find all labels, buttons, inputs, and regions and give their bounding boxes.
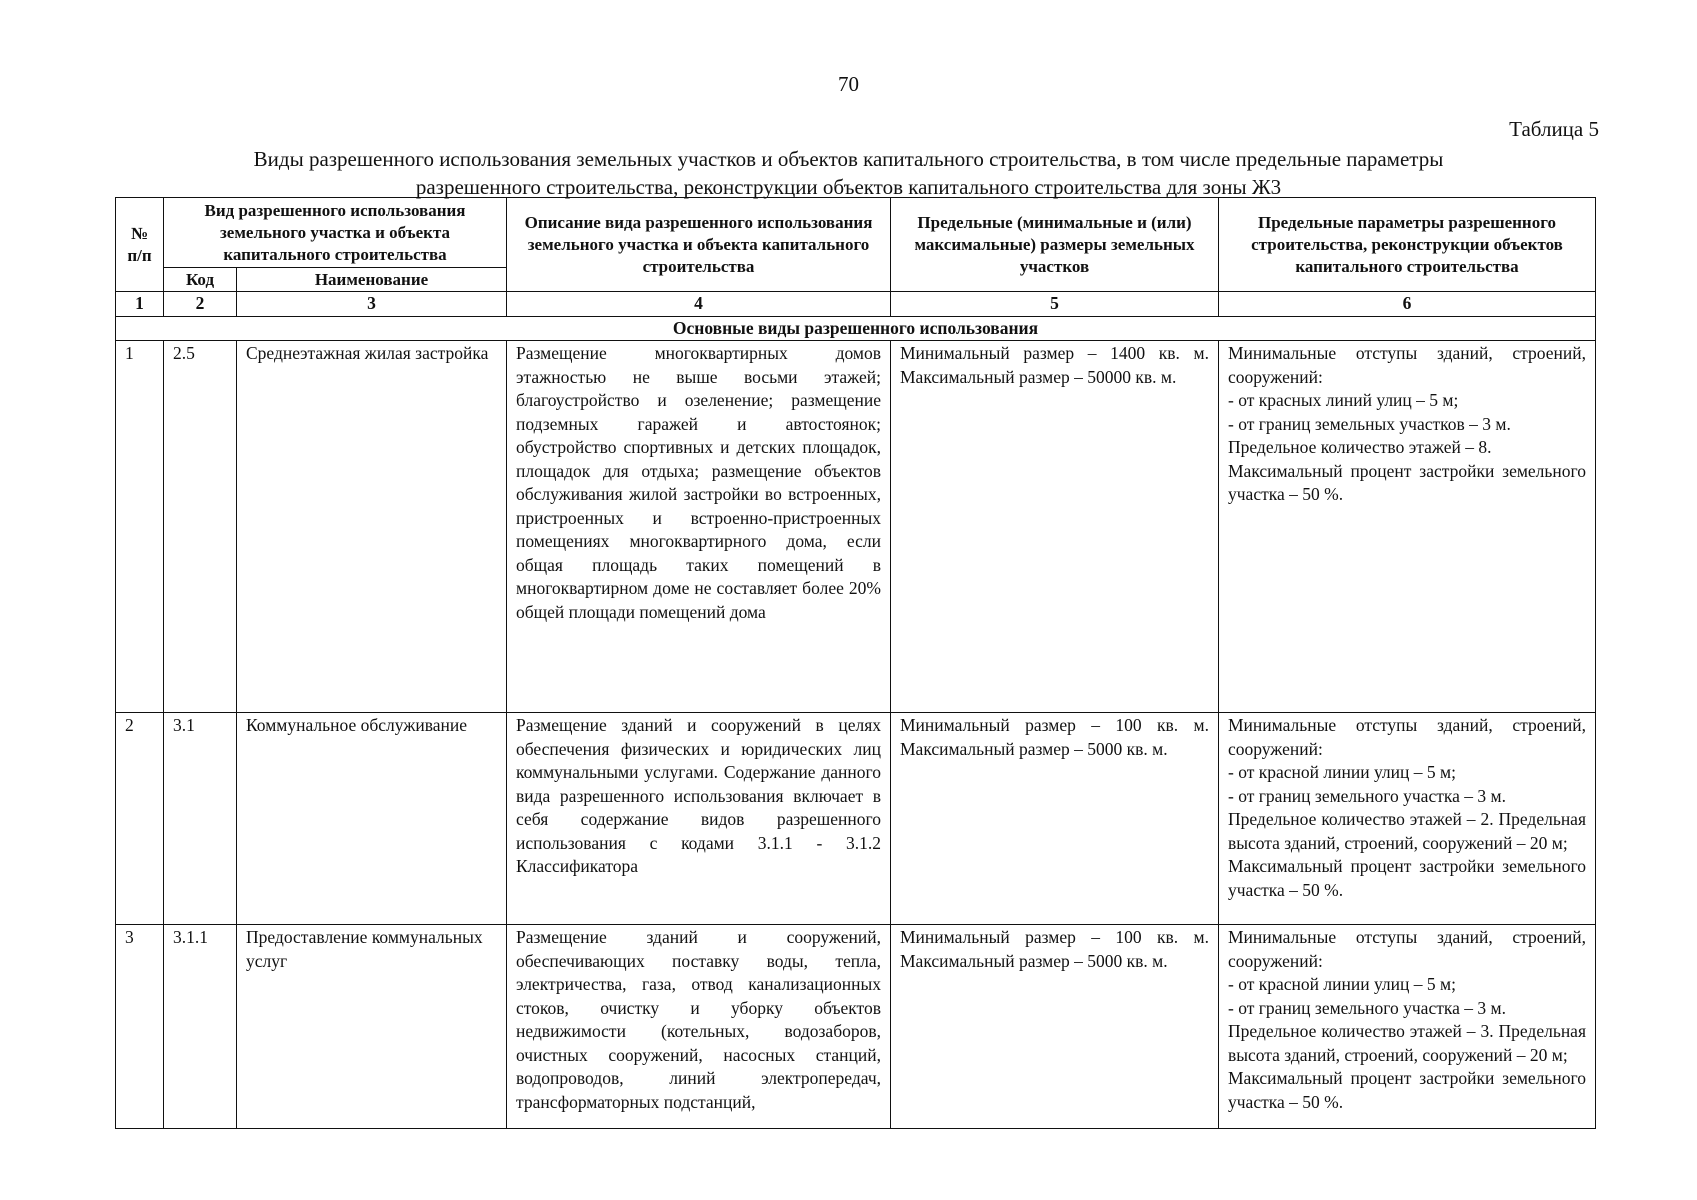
row-number: 2 xyxy=(116,713,164,925)
row-code: 2.5 xyxy=(164,341,237,713)
param-line: - от красной линии улиц – 5 м; xyxy=(1228,974,1456,994)
table-title-line-1: Виды разрешенного использования земельных участков и объектов капитального строительства, в том числе предельные параметры xyxy=(253,147,1444,171)
row-name: Предоставление коммунальных услуг xyxy=(237,925,507,1129)
header-col-no: № п/п xyxy=(116,198,164,292)
row-code: 3.1 xyxy=(164,713,237,925)
column-number: 2 xyxy=(164,292,237,317)
param-line: Минимальные отступы зданий, строений, сооружений: xyxy=(1228,715,1586,759)
header-col-group: Вид разрешенного использования земельного участка и объекта капитального строительства xyxy=(164,198,507,268)
table-label: Таблица 5 xyxy=(1509,117,1599,141)
row-number: 1 xyxy=(116,341,164,713)
param-line: Предельное количество этажей – 8. xyxy=(1228,437,1492,457)
param-line: Максимальный процент застройки земельного участка – 50 %. xyxy=(1228,1068,1586,1112)
row-size: Минимальный размер – 100 кв. м. Максимальный размер – 5000 кв. м. xyxy=(891,925,1219,1129)
column-number: 1 xyxy=(116,292,164,317)
row-code: 3.1.1 xyxy=(164,925,237,1129)
param-line: - от красной линии улиц – 5 м; xyxy=(1228,762,1456,782)
land-use-table xyxy=(115,197,1596,1129)
param-line: - от красных линий улиц – 5 м; xyxy=(1228,390,1459,410)
row-params xyxy=(1219,925,1596,1129)
page-number: 70 xyxy=(838,72,859,96)
column-number: 3 xyxy=(237,292,507,317)
param-line: Минимальные отступы зданий, строений, сооружений: xyxy=(1228,927,1586,971)
row-name: Коммунальное обслуживание xyxy=(237,713,507,925)
header-col-name: Наименование xyxy=(237,268,507,292)
param-line: Предельное количество этажей – 3. Предельная высота зданий, строений, сооружений – 20 м; xyxy=(1228,1021,1586,1065)
param-line: Предельное количество этажей – 2. Предельная высота зданий, строений, сооружений – 20 м; xyxy=(1228,809,1586,853)
row-name: Среднеэтажная жилая застройка xyxy=(237,341,507,713)
header-col-params: Предельные параметры разрешенного строительства, реконструкции объектов капитального строительства xyxy=(1219,198,1596,292)
row-description: Размещение многоквартирных домов этажностью не выше восьми этажей; благоустройство и озеленение; размещение подземных гаражей и автостоянок; обустройство спортивных и детских площадок, площадок для отдыха; размещение объектов обслуживания жилой застройки во встроенных, пристроенных и встроенно-пристроенных помещениях многоквартирного дома, если общая площадь таких помещений в многоквартирном доме не составляет более 20% общей площади помещений дома xyxy=(507,341,891,713)
param-line: - от границ земельного участка – 3 м. xyxy=(1228,785,1506,806)
table-title xyxy=(150,145,1547,201)
header-row xyxy=(116,198,1596,268)
section-row xyxy=(116,316,1596,341)
table-row xyxy=(116,341,1596,713)
column-number: 6 xyxy=(1219,292,1596,317)
param-line: Минимальные отступы зданий, строений, сооружений: xyxy=(1228,343,1586,387)
row-size: Минимальный размер – 1400 кв. м. Максимальный размер – 50000 кв. м. xyxy=(891,341,1219,713)
param-line: Максимальный процент застройки земельного участка – 50 %. xyxy=(1228,460,1586,504)
row-description: Размещение зданий и сооружений в целях обеспечения физических и юридических лиц коммунальными услугами. Содержание данного вида разрешенного использования включает в себя содержание видов разрешенного использования с кодами 3.1.1 - 3.1.2 Классификатора xyxy=(507,713,891,925)
row-params xyxy=(1219,713,1596,925)
table-row xyxy=(116,713,1596,925)
param-line: - от границ земельных участков – 3 м. xyxy=(1228,413,1511,434)
table-title-line-2: разрешенного строительства, реконструкции объектов капитального строительства для зоны Ж3 xyxy=(415,175,1282,199)
header-col-description: Описание вида разрешенного использования земельного участка и объекта капитального строительства xyxy=(507,198,891,292)
row-number: 3 xyxy=(116,925,164,1129)
row-size: Минимальный размер – 100 кв. м. Максимальный размер – 5000 кв. м. xyxy=(891,713,1219,925)
column-number: 5 xyxy=(891,292,1219,317)
row-params xyxy=(1219,341,1596,713)
param-line: Максимальный процент застройки земельного участка – 50 %. xyxy=(1228,856,1586,900)
section-title: Основные виды разрешенного использования xyxy=(116,316,1596,341)
row-description: Размещение зданий и сооружений, обеспечивающих поставку воды, тепла, электричества, газа, отвод канализационных стоков, очистку и уборку объектов недвижимости (котельных, водозаборов, очистных сооружений, насосных станций, водопроводов, линий электропередач, трансформаторных подстанций, xyxy=(507,925,891,1129)
column-number: 4 xyxy=(507,292,891,317)
column-number-row xyxy=(116,292,1596,317)
header-col-code: Код xyxy=(164,268,237,292)
param-line: - от границ земельного участка – 3 м. xyxy=(1228,997,1506,1018)
header-col-size: Предельные (минимальные и (или) максимальные) размеры земельных участков xyxy=(891,198,1219,292)
table-row xyxy=(116,925,1596,1129)
